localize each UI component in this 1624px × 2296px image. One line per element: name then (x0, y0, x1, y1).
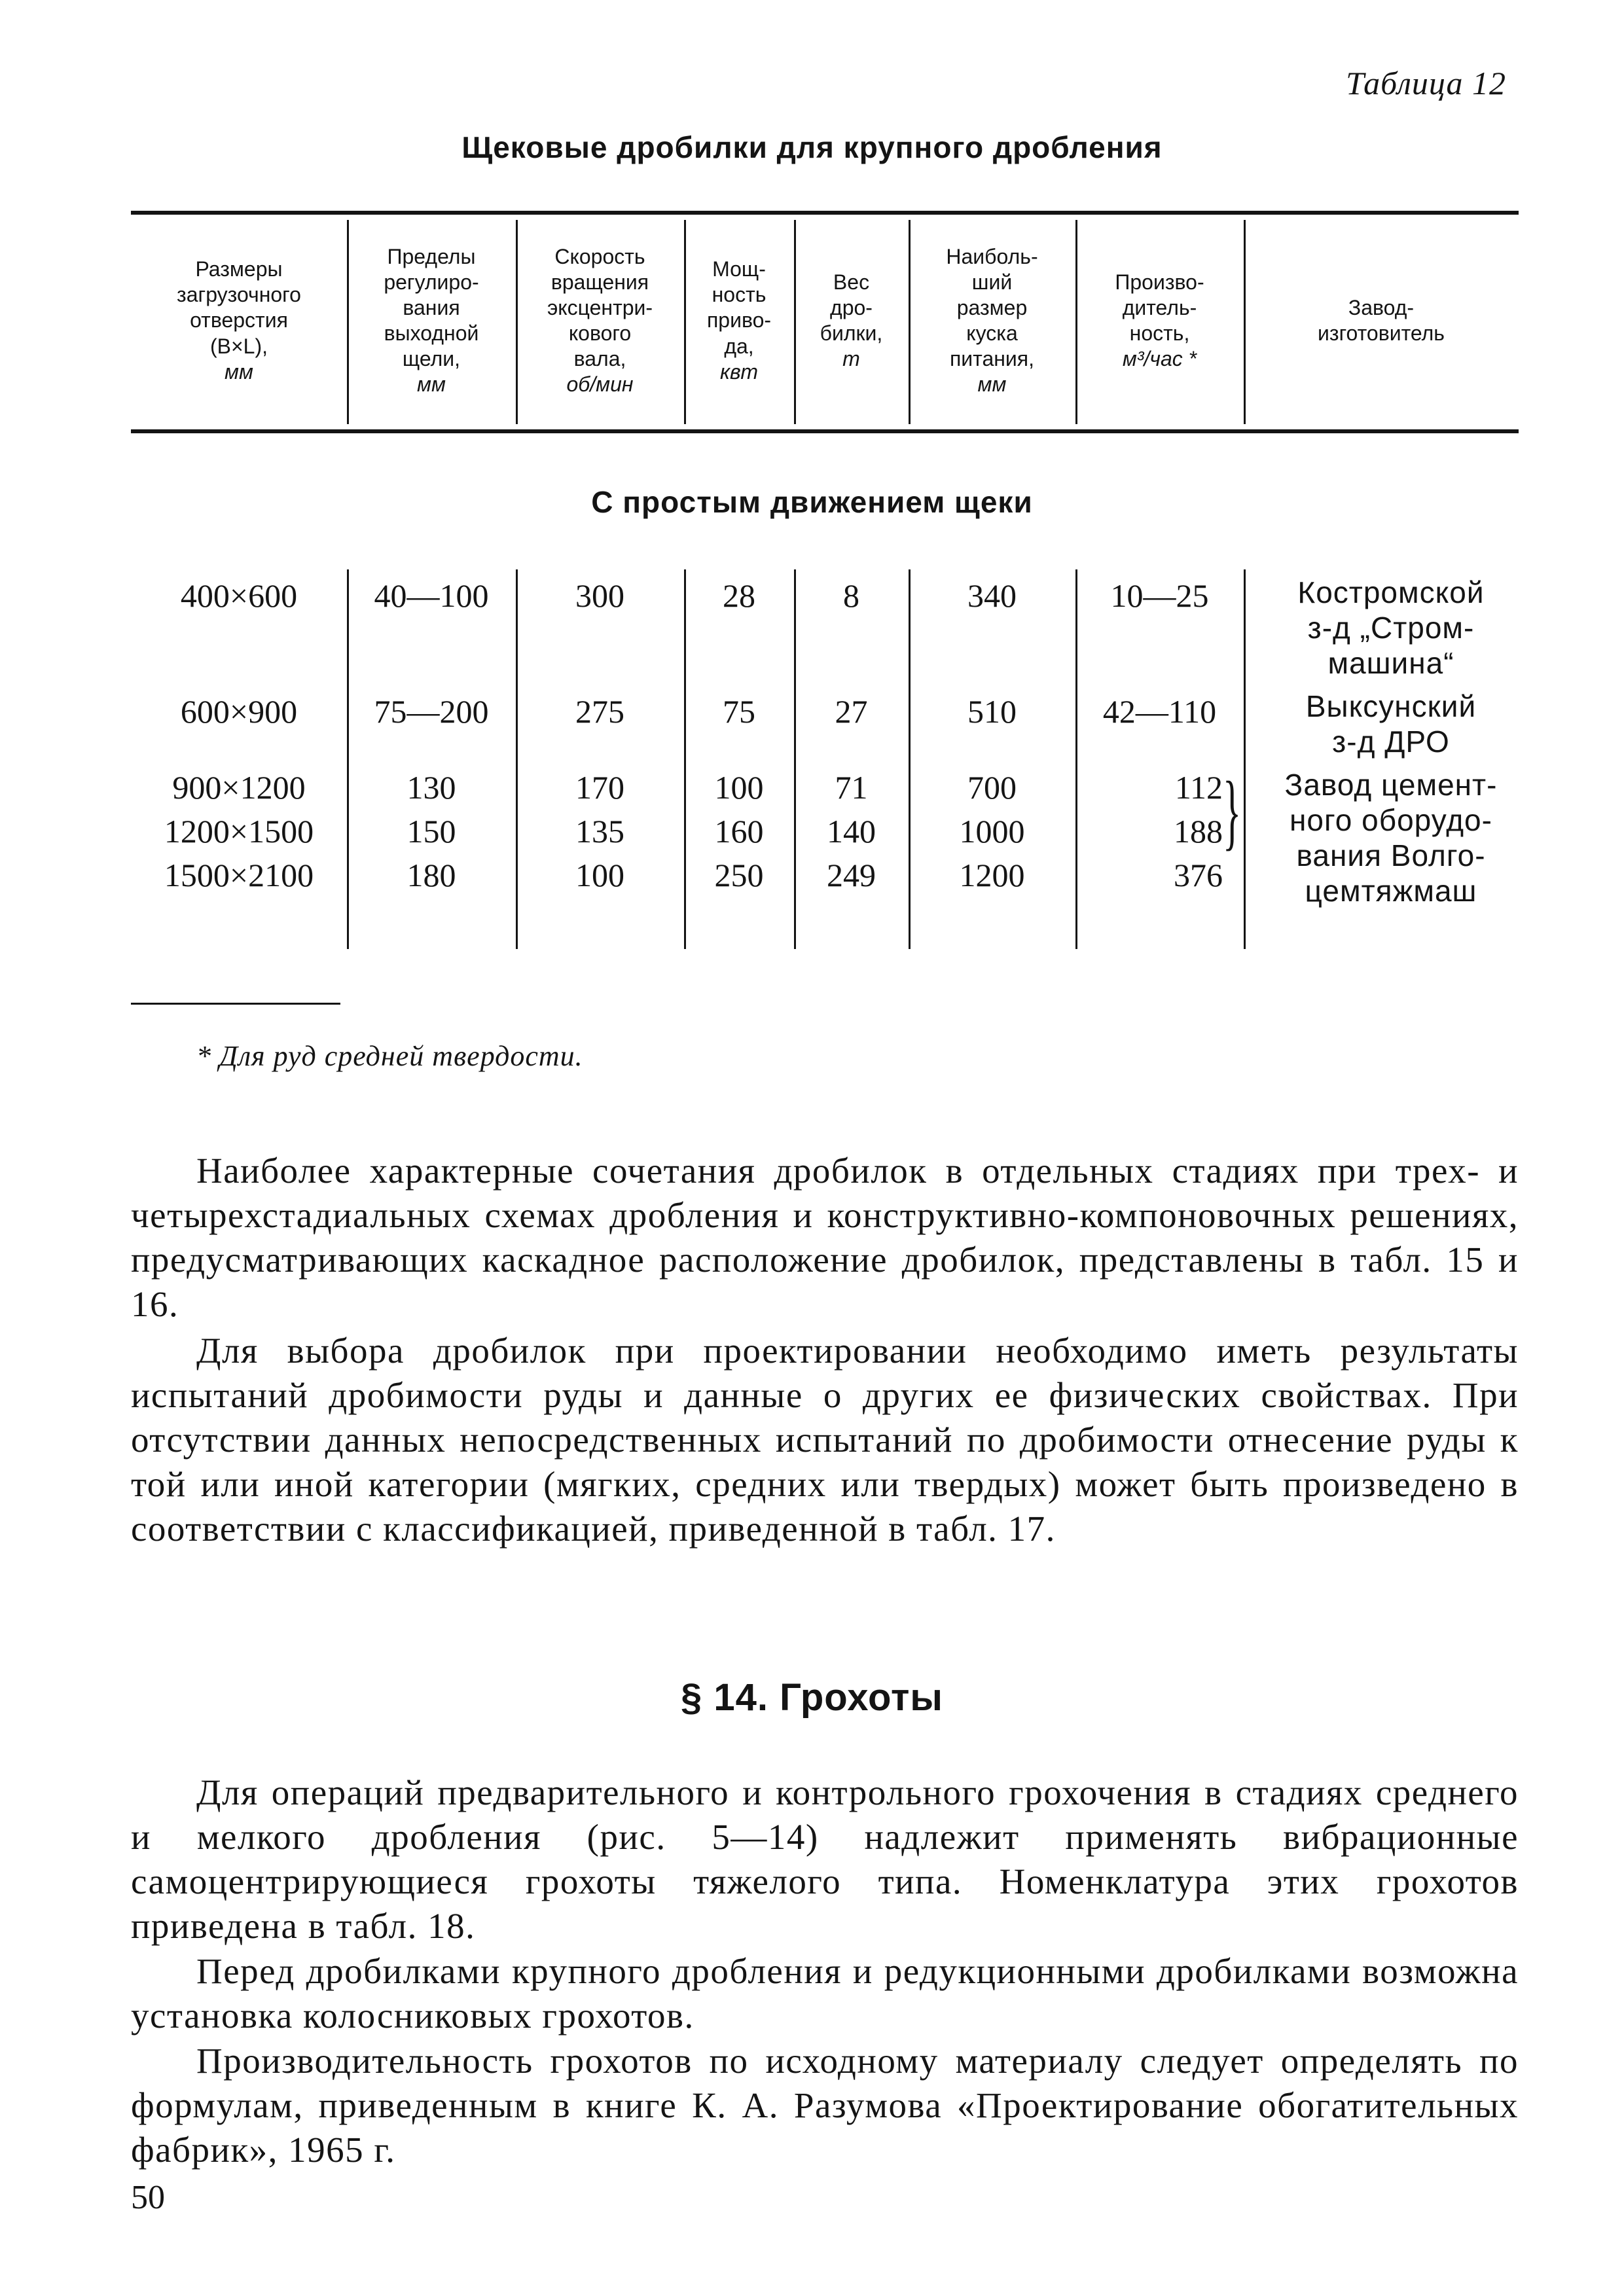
cell-opening: 1500×2100 (164, 857, 314, 893)
header-text: Пределы регулиро- вания выходной щели, (384, 244, 479, 371)
cell-gap-range: 180 (406, 857, 456, 893)
column-divider (684, 220, 686, 424)
cell-capacity: 188 (1174, 813, 1223, 850)
header-unit: об/мин (566, 372, 634, 397)
header-unit: т (842, 347, 860, 371)
cell-feed-size: 1000 (959, 813, 1025, 850)
section-heading: § 14. Грохоты (681, 1676, 943, 1719)
header-text: Произво- дитель- ность, (1115, 270, 1204, 345)
cell-feed-size: 340 (967, 577, 1017, 614)
cell-opening: 400×600 (180, 577, 298, 614)
column-divider (516, 569, 518, 949)
cell-weight: 140 (827, 813, 876, 850)
cell-speed: 170 (575, 769, 624, 806)
cell-weight: 71 (835, 769, 868, 806)
header-text: Мощ- ность приво- да, (706, 257, 772, 358)
header-cell (909, 223, 1075, 419)
cell-power: 100 (714, 769, 764, 806)
cell-gap-range: 75—200 (374, 693, 489, 730)
column-divider (1075, 569, 1077, 949)
cell-feed-size: 700 (967, 769, 1017, 806)
column-divider (1244, 220, 1246, 424)
column-divider (909, 220, 911, 424)
column-divider (684, 569, 686, 949)
column-divider (794, 569, 796, 949)
cell-feed-size: 510 (967, 693, 1017, 730)
cell-gap-range: 130 (406, 769, 456, 806)
cell-power: 75 (723, 693, 755, 730)
header-unit: квт (719, 359, 759, 384)
page-number: 50 (131, 2179, 165, 2216)
header-text: Размеры загрузочного отверстия (B×L), (177, 257, 301, 358)
cell-speed: 135 (575, 813, 624, 850)
header-cell (794, 223, 909, 419)
table-section-title: С простым движением щеки (591, 485, 1033, 519)
paragraph: Для выбора дробилок при проектировании необходимо иметь результаты испытаний дробимости руды и данные о других ее физических свойствах. При отсутствии данных непосредственных испытаний по дробимости отнесение руды к той или иной категории (мягких, средних или твердых) может быть произведено в соответствии с классификацией, приведенной в табл. 17. (131, 1331, 1519, 1549)
cell-weight: 249 (827, 857, 876, 893)
column-divider (516, 220, 518, 424)
cell-capacity: 10—25 (1110, 577, 1209, 614)
cell-speed: 100 (575, 857, 624, 893)
table-footnote: * Для руд средней твердости. (196, 1040, 583, 1072)
column-divider (909, 569, 911, 949)
column-divider (347, 220, 349, 424)
header-cell (684, 223, 794, 419)
paragraph: Производительность грохотов по исходному материалу следует определять по формулам, приведенным в книге К. А. Разумова «Проектирование обогатительных фабрик», 1965 г. (131, 2041, 1519, 2170)
cell-opening: 900×1200 (172, 769, 306, 806)
cell-capacity: 376 (1174, 857, 1223, 893)
cell-gap-range: 150 (406, 813, 456, 850)
column-divider (794, 220, 796, 424)
header-text: Скорость вращения эксцентри- кового вала, (547, 244, 653, 371)
table-title: Щековые дробилки для крупного дробления (461, 130, 1163, 164)
cell-feed-size: 1200 (959, 857, 1025, 893)
cell-speed: 300 (575, 577, 624, 614)
header-cell (131, 223, 347, 419)
header-unit: мм (417, 372, 446, 397)
cell-capacity: 42—110 (1102, 693, 1217, 730)
manufacturer-vyksa: Выксунский з-д ДРО (1305, 689, 1477, 759)
cell-gap-range: 40—100 (374, 577, 489, 614)
cell-power: 250 (714, 857, 764, 893)
header-text: Вес дро- билки, (820, 270, 883, 345)
brace-icon: } (1223, 764, 1242, 859)
cell-weight: 8 (843, 577, 859, 614)
cell-power: 160 (714, 813, 764, 850)
header-cell (347, 223, 516, 419)
table-number-label: Таблица 12 (1346, 65, 1506, 101)
header-unit: м³/час * (1122, 347, 1197, 371)
header-text: Завод- изготовитель (1318, 295, 1445, 345)
cell-opening: 1200×1500 (164, 813, 314, 850)
header-cell (1244, 223, 1519, 419)
table-header-rule (131, 429, 1519, 433)
header-cell (1075, 223, 1244, 419)
cell-opening: 600×900 (180, 693, 298, 730)
header-text: Наиболь- ший размер куска питания, (946, 244, 1038, 371)
column-divider (347, 569, 349, 949)
paragraph: Наиболее характерные сочетания дробилок в отдельных стадиях при трех- и четырехстадиальных схемах дробления и конструктивно-компоновочных решениях, предусматривающих каскадное расположение дробилок, представлены в табл. 15 и 16. (131, 1151, 1519, 1324)
header-cell (516, 223, 684, 419)
table-top-rule (131, 211, 1519, 215)
header-unit: мм (977, 372, 1007, 397)
cell-weight: 27 (835, 693, 868, 730)
cell-capacity: 112 (1174, 769, 1223, 806)
header-unit: мм (225, 359, 253, 384)
manufacturer-kostroma: Костромской з-д „Стром- машина“ (1297, 575, 1485, 680)
footnote-rule (131, 1003, 340, 1005)
cell-power: 28 (723, 577, 755, 614)
column-divider (1075, 220, 1077, 424)
paragraph: Перед дробилками крупного дробления и редукционными дробилками возможна установка колосниковых грохотов. (131, 1951, 1519, 2036)
paragraph: Для операций предварительного и контрольного грохочения в стадиях среднего и мелкого дробления (рис. 5—14) надлежит применять вибрационные самоцентрирующиеся грохоты тяжелого типа. Номенклатура этих грохотов приведена в табл. 18. (131, 1772, 1519, 1946)
manufacturer-volgotsemtyazhmash: Завод цемент- ного оборудо- вания Волго- цемтяжмаш (1284, 768, 1498, 908)
cell-speed: 275 (575, 693, 624, 730)
column-divider (1244, 569, 1246, 949)
